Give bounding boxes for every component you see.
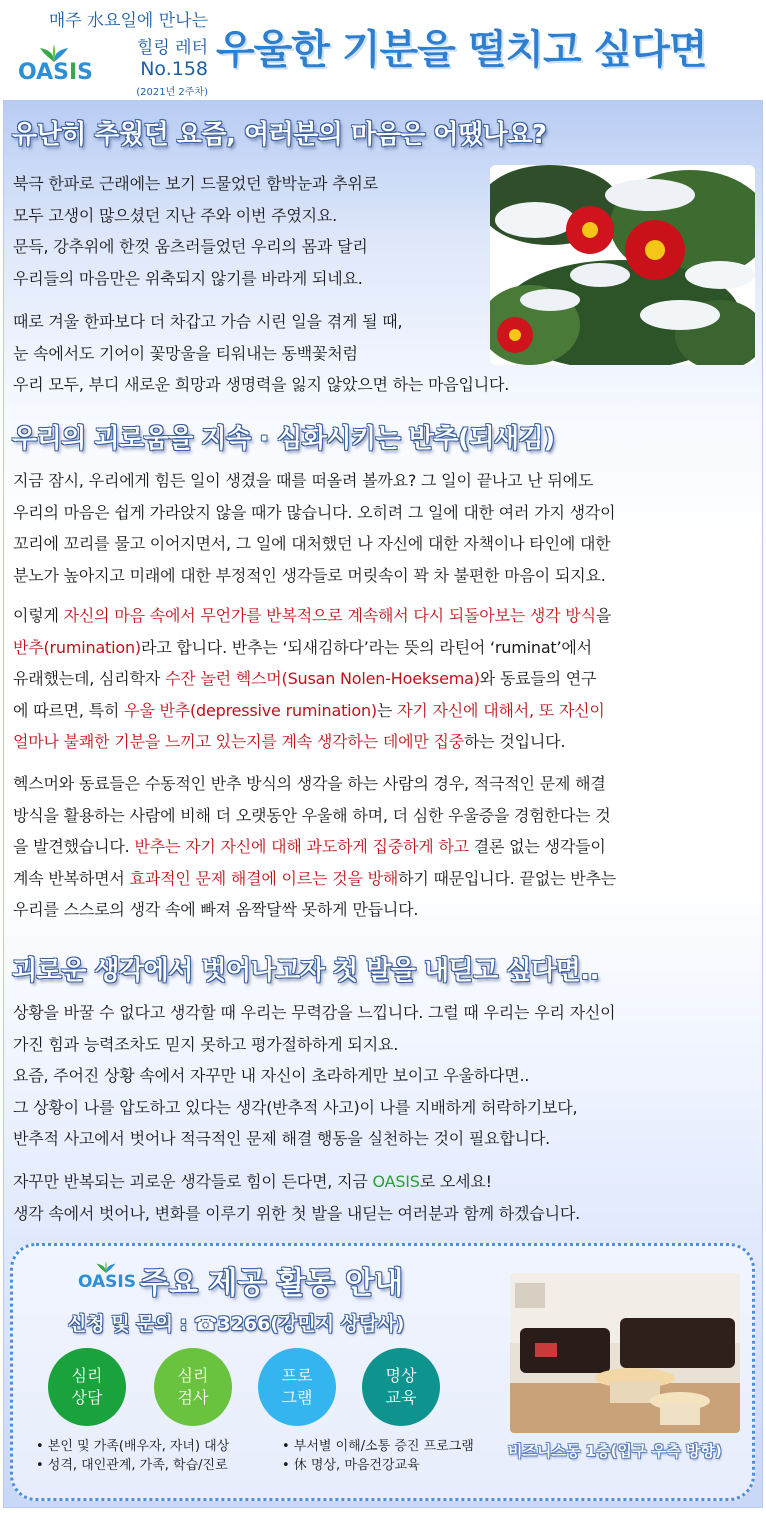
info-contact: 신청 및 문의 : ☎3266(강민지 상담사) bbox=[68, 1313, 405, 1335]
section-heading-1: 유난히 추웠던 요즘, 여러분의 마음은 어땠나요? bbox=[12, 120, 547, 150]
service-program: 프로 그램 bbox=[258, 1348, 336, 1426]
lounge-photo bbox=[510, 1273, 740, 1433]
issue-date: (2021년 2주차) bbox=[136, 87, 208, 98]
camellia-photo bbox=[490, 165, 755, 365]
location-caption: 비즈니스동 1층(입구 우측 방향) bbox=[508, 1442, 722, 1460]
page-title: 우울한 기분을 떨치고 싶다면 bbox=[216, 27, 707, 73]
section2-paragraph1: 지금 잠시, 우리에게 힘든 일이 생겼을 때를 떠올려 볼까요? 그 일이 끝나고 난 뒤에도 우리의 마음은 쉽게 가라앉지 않을 때가 많습니다. 오히려 그 일에 대한 여러 가지 생각이 꼬리에 꼬리를 물고 이어지면서, 그 일에 대처했던 나 자신에 대한 자책이나 타인에 대한 분노가 높아지고 미래에 대한 부정적인 생각들로 머릿속이 꽉 차 불편한 마음이 되지요. bbox=[13, 471, 616, 585]
section3-paragraph2: 자꾸만 반복되는 괴로운 생각들로 힘이 든다면, 지금 OASIS로 오세요! 생각 속에서 벗어나, 변화를 이루기 위한 첫 발을 내딛는 여러분과 함께 하겠습니다. bbox=[13, 1172, 580, 1223]
info-oasis-wordmark: OASIS bbox=[78, 1272, 136, 1292]
service-assessment: 심리 검사 bbox=[154, 1348, 232, 1426]
newsletter-tagline: 매주 水요일에 만나는 bbox=[48, 11, 208, 31]
info-oasis-logo bbox=[78, 1260, 134, 1296]
bullets-left: • 본인 및 가족(배우자, 자녀) 대상 • 성격, 대인관계, 가족, 학습/진로 bbox=[36, 1439, 230, 1473]
header bbox=[0, 0, 766, 100]
oasis-logo bbox=[14, 40, 94, 94]
section-heading-2: 우리의 괴로움을 지속 · 심화시키는 반추(되새김) bbox=[12, 424, 555, 454]
section-heading-3: 괴로운 생각에서 벗어나고자 첫 발을 내딛고 싶다면.. bbox=[12, 956, 600, 986]
service-meditation: 명상 교육 bbox=[362, 1348, 440, 1426]
section3-paragraph1: 상황을 바꿀 수 없다고 생각할 때 우리는 무력감을 느낍니다. 그럴 때 우리는 우리 자신이 가진 힘과 능력조차도 믿지 못하고 평가절하하게 되지요. 요즘, 주어진 상황 속에서 자꾸만 내 자신이 초라하게만 보이고 우울하다면.. 그 상황이 나를 압도하고 있다는 생각(반추적 사고)이 나를 지배하게 허락하기보다, 반추적 사고에서 벗어나 적극적인 문제 해결 행동을 실천하는 것이 필요합니다. bbox=[13, 1003, 616, 1148]
section2-paragraph3: 헥스머와 동료들은 수동적인 반추 방식의 생각을 하는 사람의 경우, 적극적인 문제 해결 방식을 활용하는 사람에 비해 더 오랫동안 우울해 하며, 더 심한 우울증을 경험한다는 것 을 발견했습니다. 반추는 자기 자신에 대해 과도하게 집중하게 하고 결론 없는 생각들이 계속 반복하면서 효과적인 문제 해결에 이르는 것을 방해하기 때문입니다. 끝없는 반추는 우리를 스스로의 생각 속에 빠져 옴짝달싹 못하게 만듭니다. bbox=[13, 774, 616, 919]
newsletter-name: 힐링 레터 bbox=[136, 38, 208, 58]
issue-number: No.158 bbox=[140, 58, 208, 80]
service-counseling: 심리 상담 bbox=[48, 1348, 126, 1426]
section1-paragraph2: 때로 겨울 한파보다 더 차갑고 가슴 시린 일을 겪게 될 때, 눈 속에서도 기어이 꽃망울을 티워내는 동백꽃처럼 우리 모두, 부디 새로운 희망과 생명력을 잃지 않았으면 하는 마음입니다. bbox=[13, 312, 510, 394]
section1-paragraph1: 북극 한파로 근래에는 보기 드물었던 함박눈과 추위로 모두 고생이 많으셨던 지난 주와 이번 주였지요. 문득, 강추위에 한껏 움츠러들었던 우리의 몸과 달리 우리들의 마음만은 위축되지 않기를 바라게 되네요. bbox=[13, 174, 378, 288]
section2-paragraph2: 이렇게 자신의 마음 속에서 무언가를 반복적으로 계속해서 다시 되돌아보는 생각 방식을 반추(rumination)라고 합니다. 반추는 ‘되새김하다’라는 뜻의 라틴어 ‘ruminat’에서 유래했는데, 심리학자 수잔 놀런 헥스머(Susan Nolen-Hoeksema)와 동료들의 연구 에 따르면, 특히 우울 반추(depressive rumination)는 자기 자신에 대해서, 또 자신이 얼마나 불쾌한 기분을 느끼고 있는지를 계속 생각하는 데에만 집중하는 것입니다. bbox=[13, 606, 612, 751]
bullets-right: • 부서별 이해/소통 증진 프로그램 • 休 명상, 마음건강교육 bbox=[282, 1439, 474, 1473]
oasis-wordmark: OASIS bbox=[18, 60, 94, 85]
info-title: 주요 제공 활동 안내 bbox=[140, 1266, 404, 1301]
